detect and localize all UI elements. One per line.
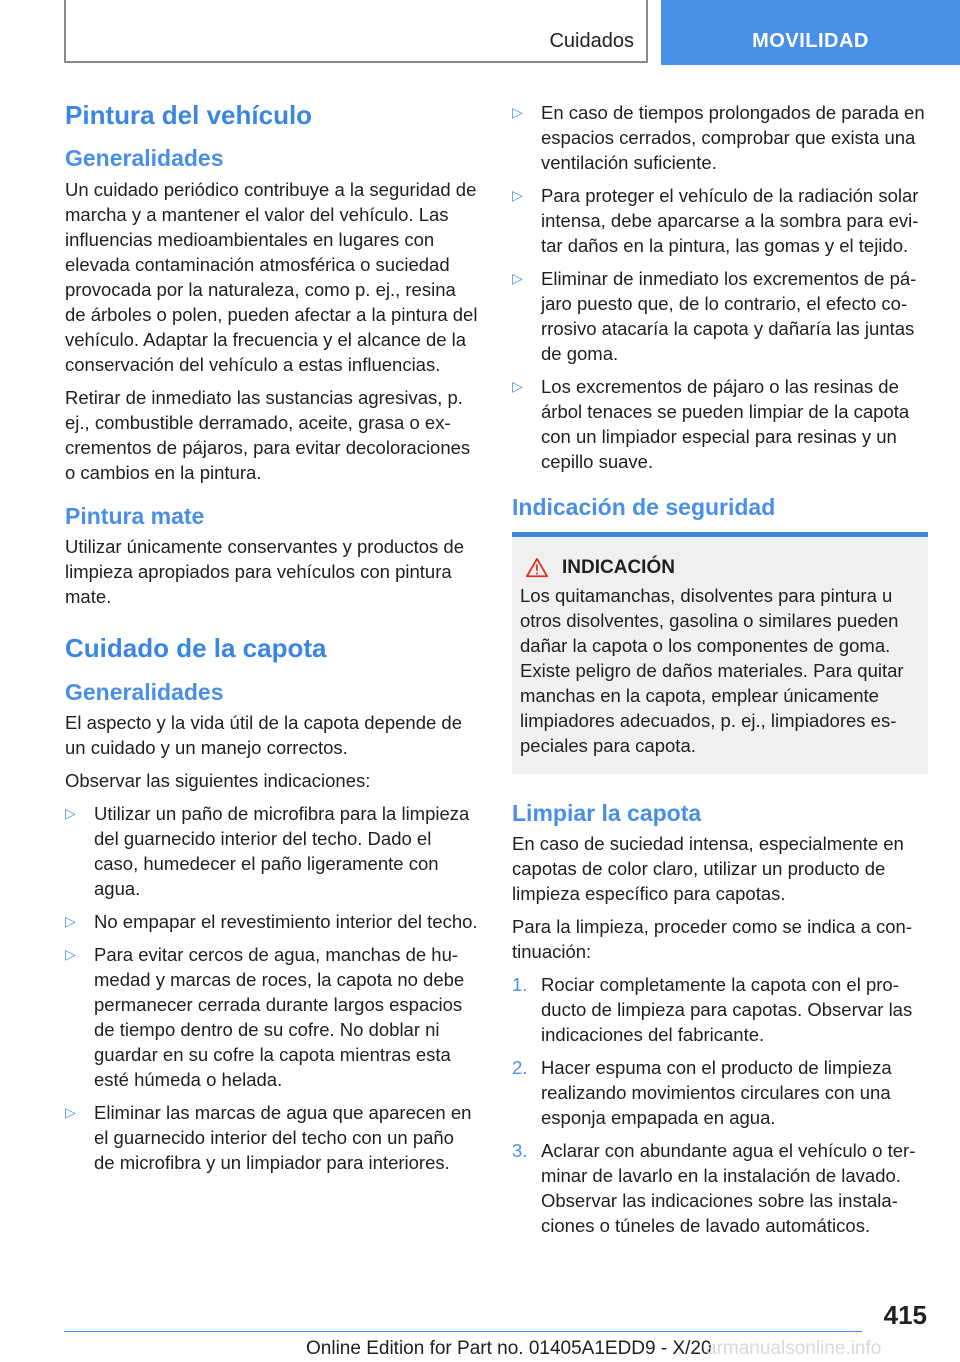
triangle-bullet-icon: ▷ [512,187,523,203]
footer-edition-text: Online Edition for Part no. 01405A1EDD9 - X/20 [306,1338,712,1359]
section-title-soft-top: Cuidado de la capota [65,633,327,664]
notice-box [512,532,928,774]
triangle-bullet-icon: ▷ [512,378,523,394]
heading-soft-top-general: Generalidades [65,678,224,705]
triangle-bullet-icon: ▷ [65,1104,76,1121]
list-item: ▷ Los excrementos de pájaro o las resinas de árbol tenaces se pueden limpiar de la capota con un limpiador especial para resinas y un cepillo suave. [512,376,910,472]
list-item: 3. Aclarar con abundante agua el vehículo o terminar de lavarlo en la instalación de lavado. Observar las indicaciones sobre las instalaciones o túneles de lavado automáticos. [512,1140,916,1237]
cleaning-steps-list [512,972,928,1238]
right-column [512,100,928,1246]
list-item: 1. Rociar completamente la capota con el producto de limpieza para capotas. Observar las indicaciones del fabricante. [512,974,913,1046]
warning-triangle-icon [526,557,548,579]
heading-general: Generalidades [65,145,224,172]
paragraph-general-2: Retirar de inmediato las sustancias agresivas, p. ej., combustible derramado, aceite, grasa o excrementos de pájaros, para evitar decoloraciones o cambios en la pintura. [65,386,471,483]
triangle-bullet-icon: ▷ [512,104,523,120]
footer-edition [306,1338,882,1360]
list-item: 2. Hacer espuma con el producto de limpieza realizando movimientos circulares con una esponja empapada en agua. [512,1057,892,1129]
footer-divider [64,1331,862,1332]
soft-top-care-list-continued [512,100,928,474]
paragraph-clean-1: En caso de suciedad intensa, especialmente en capotas de color claro, utilizar un producto de limpieza específico para capotas. [512,833,904,905]
header-chapter-tab [661,0,960,65]
list-item: ▷ Utilizar un paño de microfibra para la limpieza del guarnecido interior del techo. Dado el caso, humedecer el paño ligeramente con agua. [65,803,470,900]
notice-header [520,557,920,579]
heading-safety-note: Indicación de seguridad [512,494,776,520]
triangle-bullet-icon: ▷ [65,913,76,930]
notice-text: Los quitamanchas, disolventes para pintura u otros disolventes, gasolina o similares pueden dañar la capota o los componentes de goma. Existe peligro de daños materiales. Para quitar manchas en la capota, emplear únicamente limpiadores adecuados, p. ej., limpiadores especiales para capota. [520,584,904,756]
soft-top-care-list [65,801,479,1175]
paragraph-clean-2: Para la limpieza, proceder como se indica a continuación: [512,916,913,963]
left-column [65,100,479,1183]
triangle-bullet-icon: ▷ [512,270,523,286]
footer-watermark: armanualsonline.info [706,1338,882,1359]
list-item: ▷ Eliminar de inmediato los excrementos de pájaro puesto que, de lo contrario, el efecto corrosivo atacaría la capota y dañaría las juntas de goma. [512,268,917,364]
notice-label: INDICACIÓN [562,556,675,578]
triangle-bullet-icon: ▷ [65,946,76,963]
header-section-title: Cuidados [549,30,634,52]
list-item: ▷ Eliminar las marcas de agua que aparecen en el guarnecido interior del techo con un paño de microfibra y un limpiador para interiores. [65,1102,472,1174]
list-item: ▷ Para proteger el vehículo de la radiación solar intensa, debe aparcarse a la sombra para evitar daños en la pintura, las gomas y el tejido. [512,185,919,256]
paragraph-soft-top-1: El aspecto y la vida útil de la capota depende de un cuidado y un manejo correctos. [65,712,463,759]
list-item: ▷ Para evitar cercos de agua, manchas de humedad y marcas de roces, la capota no debe permanecer cerrada durante largos espacios de tiempo dentro de su cofre. No doblar ni guardar en su cofre la capota mientras esta esté húmeda o helada. [65,944,465,1091]
triangle-bullet-icon: ▷ [65,805,76,822]
header-section-box [64,0,648,63]
list-item: ▷ No empapar el revestimiento interior del techo. [65,911,478,933]
paragraph-matte: Utilizar únicamente conservantes y productos de limpieza apropiados para vehículos con pintura mate. [65,536,464,608]
paragraph-general-1: Un cuidado periódico contribuye a la seguridad de marcha y a mantener el valor del vehículo. Las influencias medioambientales en lugares con elevada contaminación atmosférica o suciedad provocada por la naturaleza, como p. ej., resina de árboles o polen, pueden afectar a la pintura del vehículo. Adaptar la frecuencia y el alcance de la conservación del vehículo a estas influencias. [65,178,478,375]
heading-clean-soft-top: Limpiar la capota [512,799,702,826]
heading-matte-paint: Pintura mate [65,502,205,529]
paragraph-soft-top-2: Observar las siguientes indicaciones: [65,770,371,792]
page-number: 415 [883,1300,927,1330]
header-chapter-title: MOVILIDAD [752,30,869,52]
list-item: ▷ En caso de tiempos prolongados de parada en espacios cerrados, comprobar que exista una ventilación suficiente. [512,102,925,173]
section-title-paint: Pintura del vehículo [65,100,313,130]
